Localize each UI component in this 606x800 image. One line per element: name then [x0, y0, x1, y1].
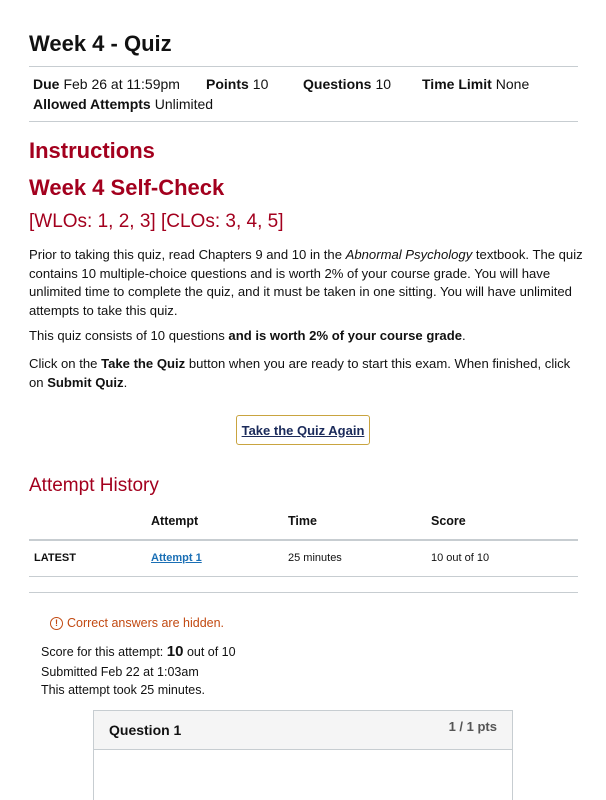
points-label: Points — [206, 76, 249, 92]
para3-text: Click on the — [29, 356, 102, 371]
question-points: 1 / 1 pts — [448, 719, 497, 734]
textbook-title: Abnormal Psychology — [345, 247, 473, 262]
para1-text-end: textbook. The quiz contains 10 multiple-choice questions and is worth 2% of your course grade. You will have unlimited time to complete the quiz, and it must be taken in one sitting. You will have unlimited attempts to take this quiz. — [29, 247, 583, 318]
quiz-meta-due — [33, 76, 180, 92]
page-title: Week 4 - Quiz — [29, 31, 172, 56]
para3-bold-submit: Submit Quiz — [47, 374, 124, 390]
score-value: 10 — [166, 643, 184, 660]
learning-outcomes: [WLOs: 1, 2, 3] [CLOs: 3, 4, 5] — [29, 211, 284, 232]
para3-bold-take: Take the Quiz — [101, 356, 186, 371]
attempts-label: Allowed Attempts — [33, 96, 151, 112]
questions-label: Questions — [303, 76, 372, 92]
latest-badge: LATEST — [34, 552, 76, 564]
due-label: Due — [33, 76, 60, 92]
attempt-history-heading: Attempt History — [29, 475, 159, 496]
para3-end: . — [123, 374, 128, 390]
score-label: Score for this attempt: — [41, 645, 164, 659]
time-limit-label: Time Limit — [422, 76, 492, 92]
instructions-paragraph-3 — [29, 355, 585, 392]
question-title: Question 1 — [109, 722, 182, 738]
score-total: out of 10 — [186, 645, 236, 659]
para2-end: . — [461, 328, 466, 343]
divider — [29, 66, 578, 67]
instructions-paragraph-2 — [29, 327, 585, 346]
divider — [29, 121, 578, 122]
submitted-time: Submitted Feb 22 at 1:03am — [41, 665, 199, 679]
column-header-time: Time — [288, 514, 317, 528]
table-row-divider — [29, 576, 578, 577]
questions-value: 10 — [375, 76, 392, 92]
quiz-meta-questions — [303, 76, 391, 92]
para1-text: Prior to taking this quiz, read Chapters 9 and 10 in the — [29, 247, 346, 262]
alert-circle-icon: ! — [50, 617, 63, 630]
para2-text: This quiz consists of 10 questions — [29, 328, 229, 343]
attempt-1-link[interactable]: Attempt 1 — [151, 552, 202, 564]
instructions-heading: Instructions — [29, 138, 155, 163]
score-summary — [41, 643, 236, 660]
time-limit-value: None — [495, 76, 530, 92]
table-header-divider — [29, 539, 578, 541]
quiz-meta-time-limit — [422, 76, 529, 92]
notice-text: Correct answers are hidden. — [67, 616, 225, 630]
column-header-attempt: Attempt — [151, 514, 199, 528]
take-quiz-again-button[interactable]: Take the Quiz Again — [236, 415, 370, 445]
attempts-value: Unlimited — [154, 96, 214, 112]
question-card — [93, 710, 513, 800]
quiz-meta-points — [206, 76, 268, 92]
para2-bold: and is worth 2% of your course grade — [228, 328, 462, 343]
instructions-paragraph-1 — [29, 246, 585, 320]
column-header-score: Score — [431, 514, 466, 528]
question-header — [94, 711, 512, 750]
quiz-meta-attempts — [33, 96, 213, 112]
para3-mid: button when you are ready to start this exam. When finished, click on — [29, 356, 571, 390]
answers-hidden-notice — [50, 616, 224, 630]
attempt-time: 25 minutes — [288, 552, 342, 564]
due-value: Feb 26 at 11:59pm — [63, 76, 180, 92]
attempt-score: 10 out of 10 — [431, 552, 490, 564]
self-check-heading: Week 4 Self-Check — [29, 175, 225, 200]
section-divider — [29, 592, 578, 593]
points-value: 10 — [252, 76, 269, 92]
attempt-duration: This attempt took 25 minutes. — [41, 683, 205, 697]
